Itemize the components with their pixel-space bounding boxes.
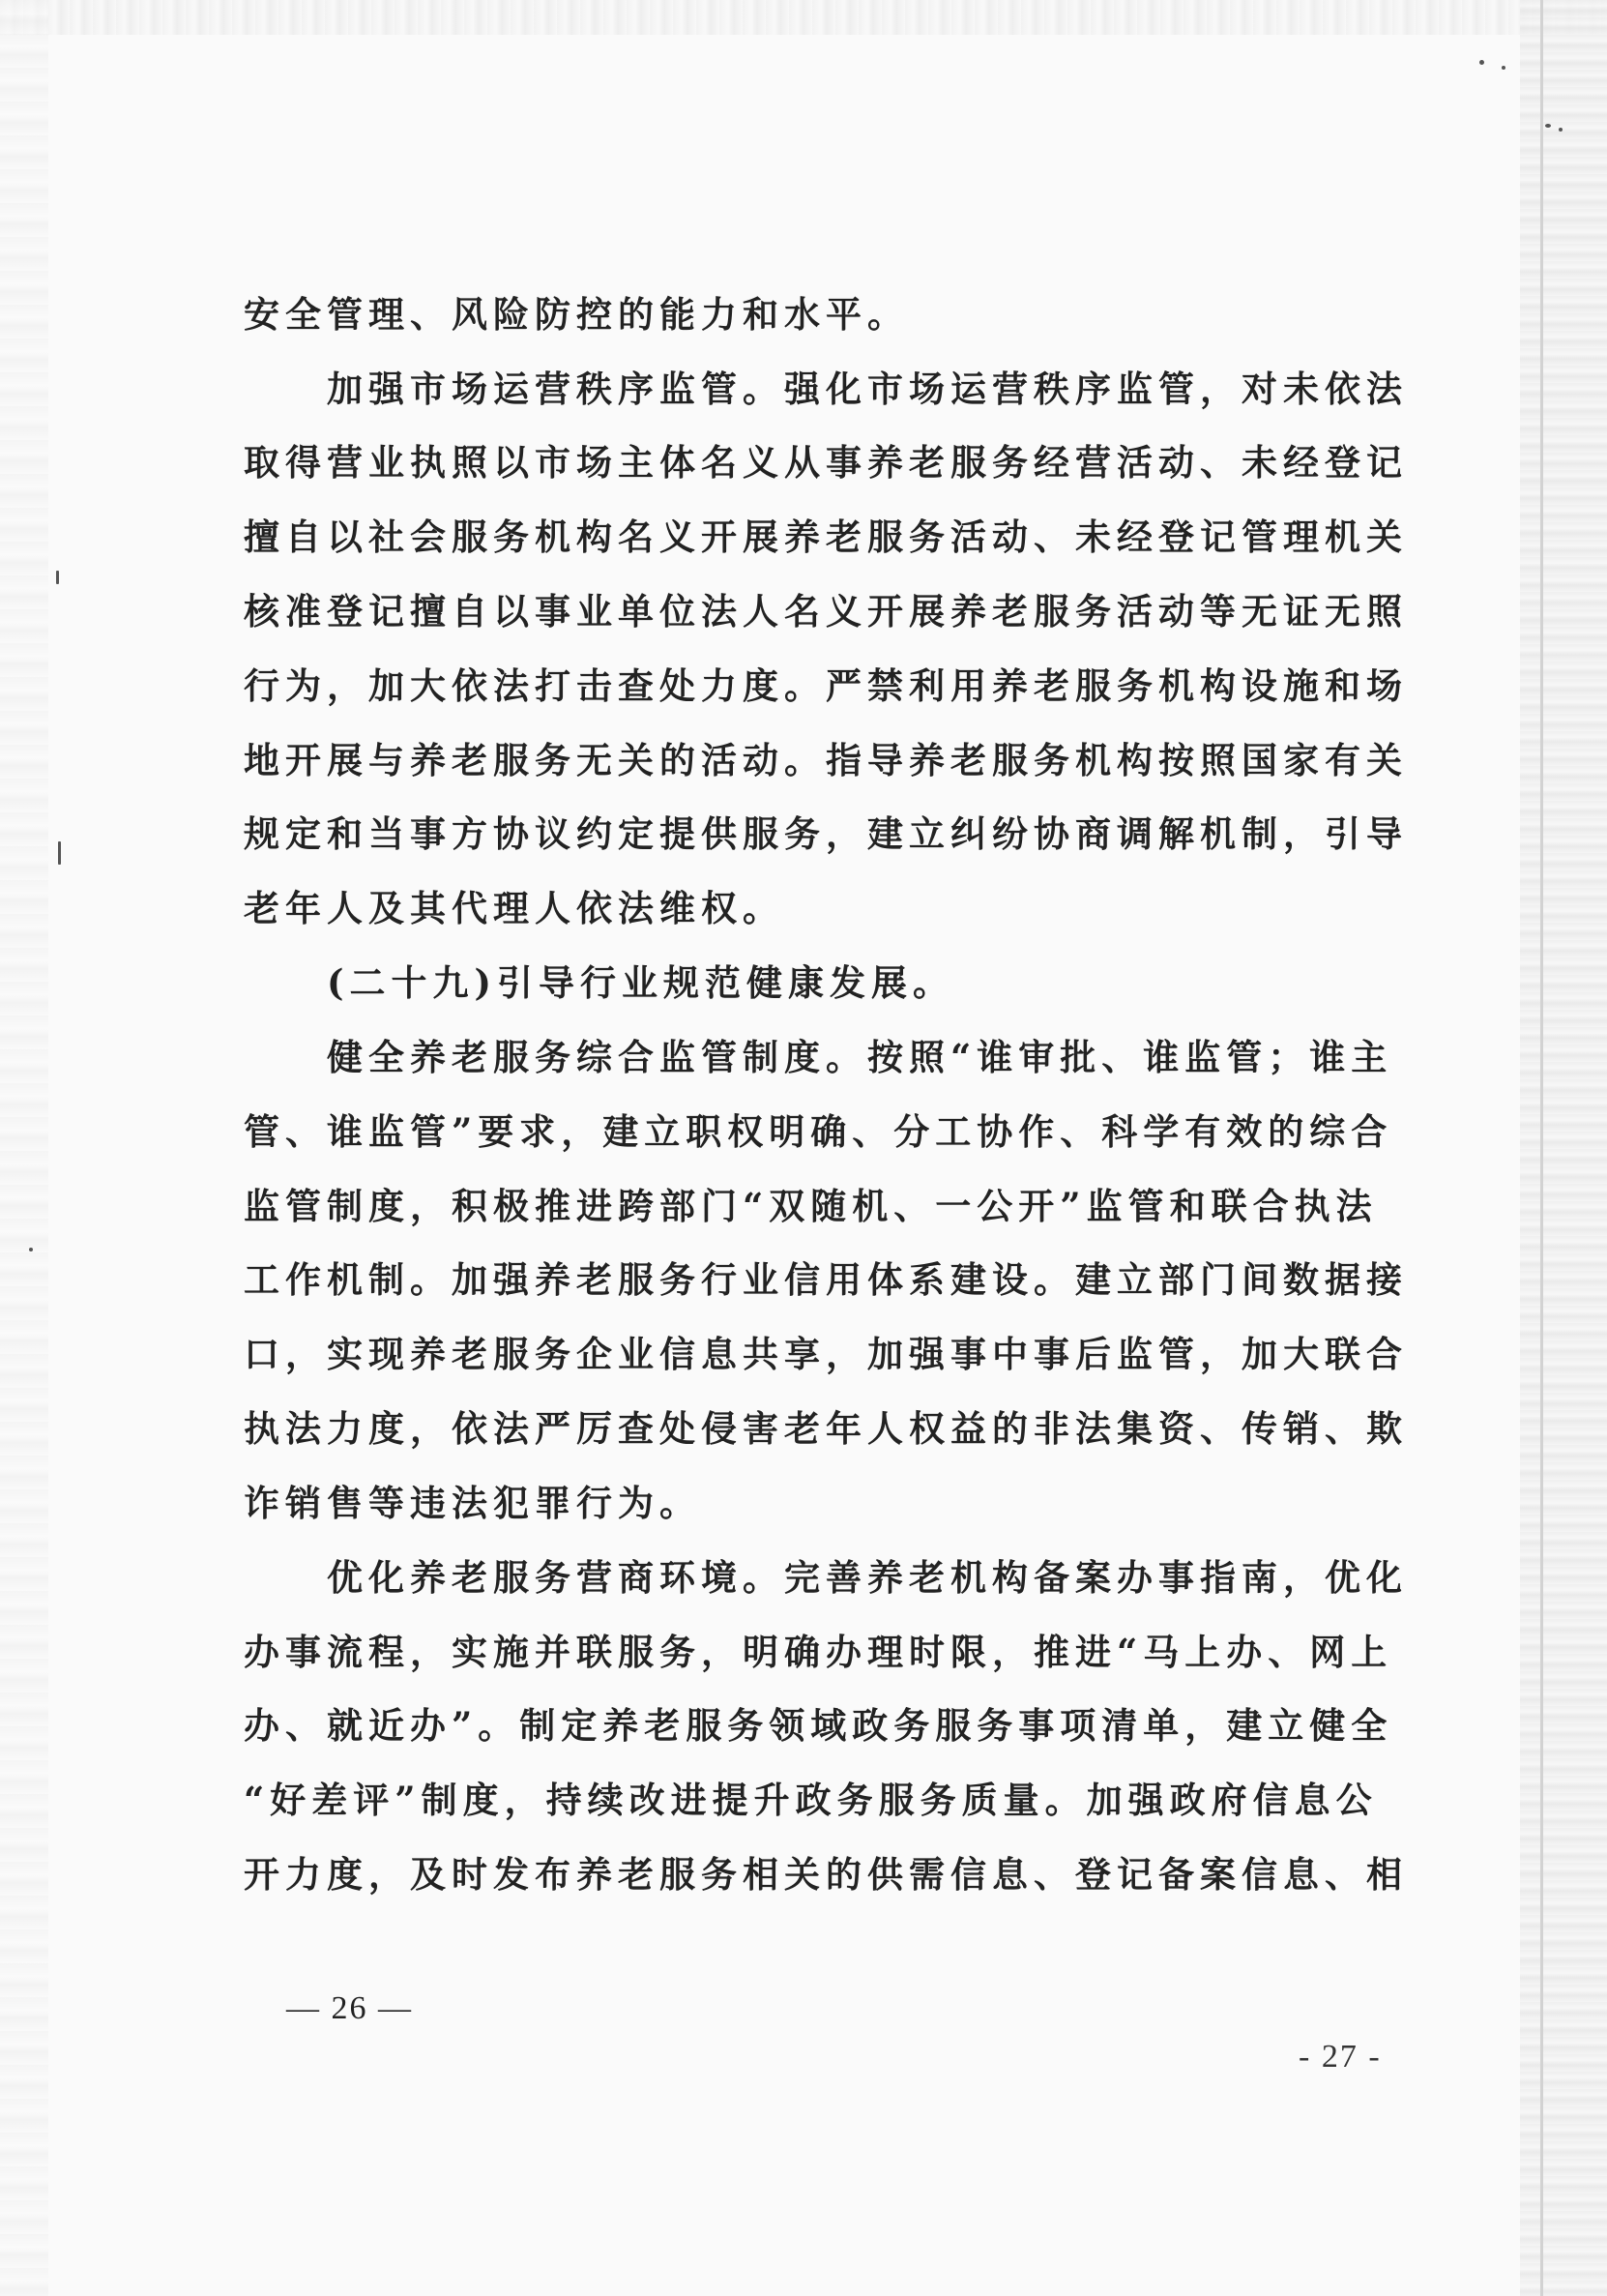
text-line: “好差评”制度，持续改进提升政务服务质量。加强政府信息公	[244, 1779, 1378, 1821]
scan-speck	[58, 841, 61, 865]
page-number-left: — 26 —	[286, 1990, 413, 2026]
scan-speck	[1502, 66, 1505, 70]
text-line: 健全养老服务综合监管制度。按照“谁审批、谁监管；谁主	[244, 1036, 1393, 1078]
text-line: 办、就近办”。制定养老服务领域政务服务事项清单，建立健全	[244, 1704, 1393, 1747]
page-number-right: - 27 -	[1299, 2039, 1382, 2075]
text-line: 口，实现养老服务企业信息共享，加强事中事后监管，加大联合	[244, 1333, 1408, 1375]
scan-edge-left	[0, 0, 48, 2296]
scan-speck	[1559, 128, 1563, 132]
section-heading: (二十九)引导行业规范健康发展。	[244, 961, 955, 1004]
text-line: 地开展与养老服务无关的活动。指导养老服务机构按照国家有关	[244, 739, 1408, 781]
scan-edge-right	[1520, 0, 1607, 2296]
text-line: 开力度，及时发布养老服务相关的供需信息、登记备案信息、相	[244, 1853, 1408, 1896]
scan-edge-top	[0, 0, 1607, 35]
text-line: 诈销售等违法犯罪行为。	[244, 1482, 701, 1524]
text-line: 规定和当事方协议约定提供服务，建立纠纷协商调解机制，引导	[244, 812, 1408, 855]
text-line: 行为，加大依法打击查处力度。严禁利用养老服务机构设施和场	[244, 664, 1408, 707]
text-line: 擅自以社会服务机构名义开展养老服务活动、未经登记管理机关	[244, 515, 1408, 558]
text-line: 监管制度，积极推进跨部门“双随机、一公开”监管和联合执法	[244, 1185, 1378, 1227]
scan-speck	[1479, 60, 1484, 65]
text-line: 工作机制。加强养老服务行业信用体系建设。建立部门间数据接	[244, 1258, 1408, 1301]
text-line: 办事流程，实施并联服务，明确办理时限，推进“马上办、网上	[244, 1631, 1393, 1673]
text-line: 取得营业执照以市场主体名义从事养老服务经营活动、未经登记	[244, 441, 1408, 484]
text-line: 安全管理、风险防控的能力和水平。	[244, 293, 909, 336]
scan-speck	[29, 1248, 33, 1251]
text-line: 核准登记擅自以事业单位法人名义开展养老服务活动等无证无照	[244, 590, 1408, 633]
text-line: 优化养老服务营商环境。完善养老机构备案办事指南，优化	[244, 1556, 1408, 1599]
text-line: 执法力度，依法严厉查处侵害老年人权益的非法集资、传销、欺	[244, 1407, 1408, 1450]
text-line: 老年人及其代理人依法维权。	[244, 887, 784, 929]
scan-speck	[1545, 124, 1551, 128]
text-line: 加强市场运营秩序监管。强化市场运营秩序监管，对未依法	[244, 368, 1408, 410]
text-line: 管、谁监管”要求，建立职权明确、分工协作、科学有效的综合	[244, 1110, 1393, 1153]
scan-speck	[56, 571, 59, 584]
scan-edge-line	[1540, 0, 1543, 2296]
